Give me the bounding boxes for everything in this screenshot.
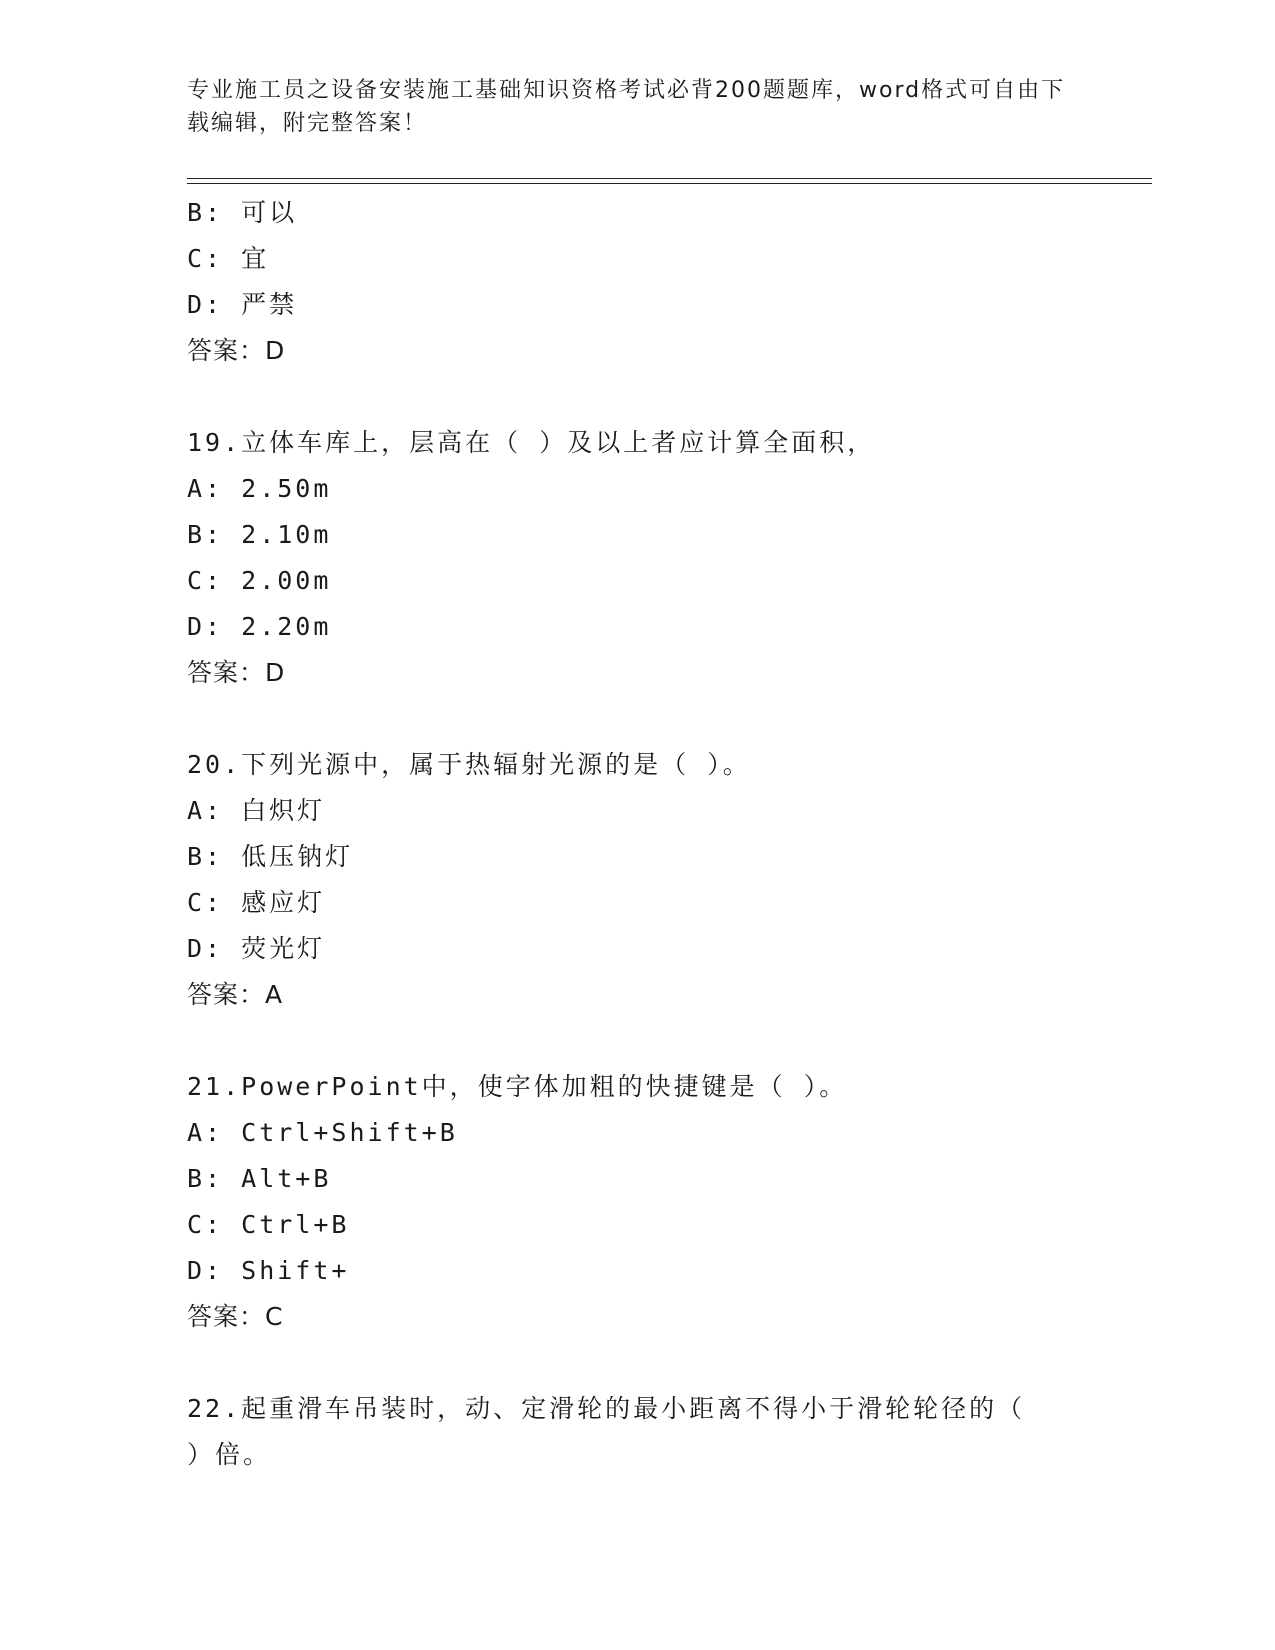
document-header: 专业施工员之设备安装施工基础知识资格考试必背200题题库，word格式可自由下载编辑，附完整答案！ [187, 78, 1066, 136]
question-list [187, 190, 1152, 1478]
question-block-22 [187, 1386, 1152, 1478]
question-text: 21.PowerPoint中，使字体加粗的快捷键是（ ）。 [187, 1072, 848, 1101]
question-text: 20.下列光源中，属于热辐射光源的是（ ）。 [187, 750, 751, 779]
header-divider-top [187, 178, 1152, 179]
answer-line: 答案：D [187, 336, 286, 365]
question-text: 22.起重滑车吊装时，动、定滑轮的最小距离不得小于滑轮轮径的（ ）倍。 [187, 1394, 1026, 1469]
option-d: D: 2.20m [187, 612, 332, 641]
option-a: A: 白炽灯 [187, 796, 326, 825]
option-c: C: 宜 [187, 244, 270, 273]
option-c: C: Ctrl+B [187, 1210, 350, 1239]
option-c: C: 感应灯 [187, 888, 326, 917]
option-b: B: Alt+B [187, 1164, 332, 1193]
option-d: D: 严禁 [187, 290, 298, 319]
question-block-continued [187, 190, 1152, 374]
option-a: A: Ctrl+Shift+B [187, 1118, 458, 1147]
option-d: D: Shift+ [187, 1256, 350, 1285]
answer-line: 答案：C [187, 1302, 284, 1331]
question-text: 19.立体车库上，层高在（ ）及以上者应计算全面积， [187, 428, 876, 457]
answer-line: 答案：A [187, 980, 284, 1009]
option-b: B: 低压钠灯 [187, 842, 354, 871]
question-block-21 [187, 1064, 1152, 1340]
header-divider-bottom [187, 183, 1152, 184]
question-block-20 [187, 742, 1152, 1018]
option-b: B: 可以 [187, 198, 298, 227]
question-block-19 [187, 420, 1152, 696]
option-a: A: 2.50m [187, 474, 332, 503]
answer-line: 答案：D [187, 658, 286, 687]
option-d: D: 荧光灯 [187, 934, 326, 963]
option-b: B: 2.10m [187, 520, 332, 549]
option-c: C: 2.00m [187, 566, 332, 595]
